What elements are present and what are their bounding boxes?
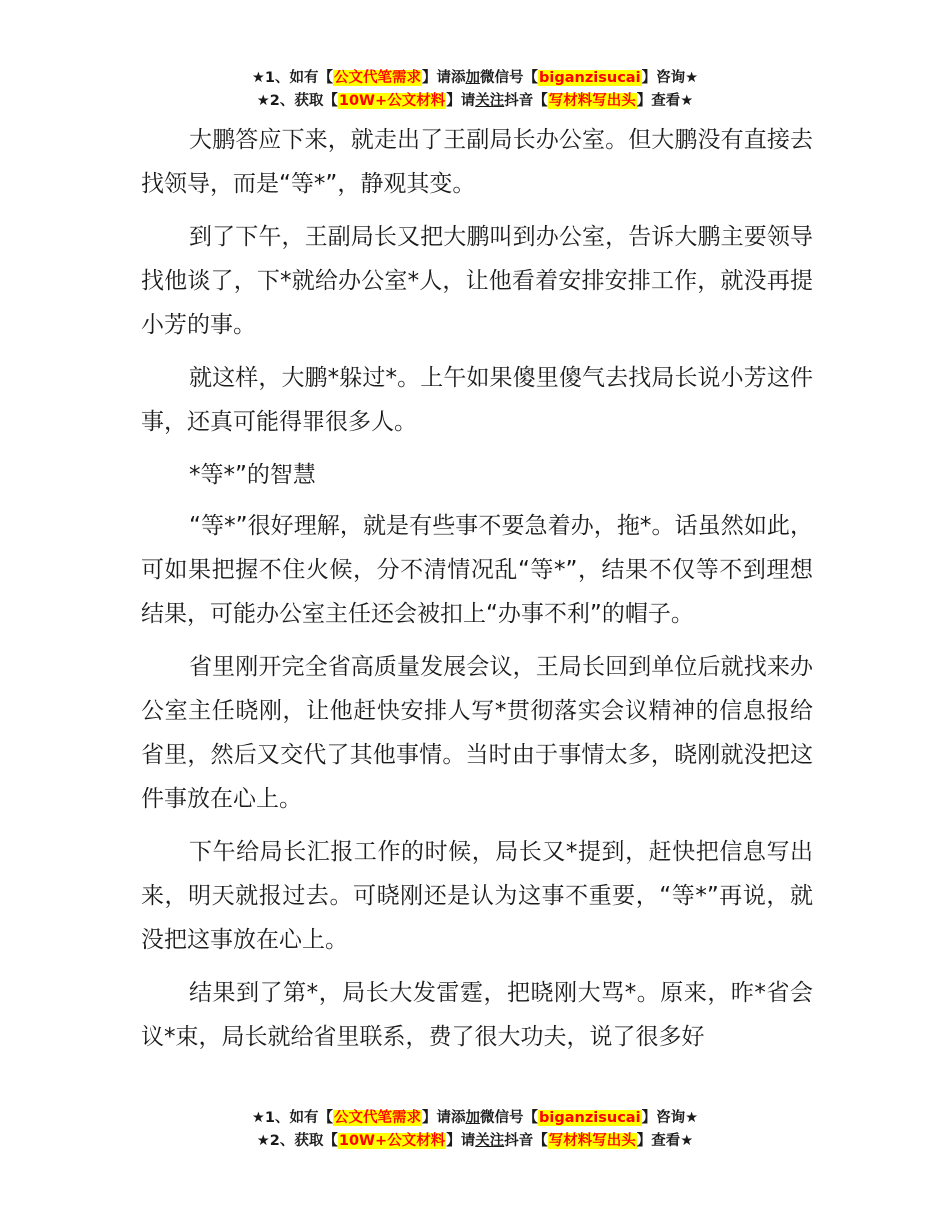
banner-line-1 <box>0 67 950 90</box>
banner-text: 】查看★ <box>636 1133 694 1149</box>
highlight-douyin: 写材料写出头 <box>548 93 636 109</box>
highlight-service: 公文代笔需求 <box>334 70 422 86</box>
banner-text: 】请 <box>446 93 476 109</box>
highlight-materials: 10W+公文材料 <box>338 93 446 109</box>
paragraph: 下午给局长汇报工作的时候，局长又*提到，赶快把信息写出来，明天就报过去。可晓刚还是认为这事不重要，“等*”再说，就没把这事放在心上。 <box>141 839 813 953</box>
banner-text: 抖音【 <box>504 93 548 109</box>
highlight-materials: 10W+公文材料 <box>338 1133 446 1149</box>
banner-text: 】请添 <box>422 1110 466 1126</box>
banner-text: ★2、获取【 <box>256 1133 338 1149</box>
banner-underlined: 关注 <box>475 93 505 109</box>
paragraph: 到了下午，王副局长又把大鹏叫到办公室，告诉大鹏主要领导找他谈了，下*就给办公室*人，让他看着安排安排工作，就没再提小芳的事。 <box>141 224 813 338</box>
banner-text: 抖音【 <box>504 1133 548 1149</box>
highlight-douyin: 写材料写出头 <box>548 1133 636 1149</box>
banner-text: 】请 <box>446 1133 476 1149</box>
banner-text: ★1、如有【 <box>251 1110 334 1126</box>
highlight-wechat-id: biganzisucai <box>539 70 641 86</box>
banner-line-2 <box>0 90 950 113</box>
banner-line-2 <box>0 1130 950 1153</box>
banner-text: 微信号【 <box>480 70 539 86</box>
paragraph: 省里刚开完全省高质量发展会议，王局长回到单位后就找来办公室主任晓刚，让他赶快安排人写*贯彻落实会议精神的信息报给省里，然后又交代了其他事情。当时由于事情太多，晓刚就没把这件事放在心上。 <box>141 654 813 812</box>
footer-banner <box>0 1107 950 1153</box>
banner-text: 】咨询★ <box>641 70 699 86</box>
banner-text: 微信号【 <box>480 1110 539 1126</box>
document-body <box>141 118 813 1068</box>
highlight-service: 公文代笔需求 <box>334 1110 422 1126</box>
banner-line-1 <box>0 1107 950 1130</box>
highlight-wechat-id: biganzisucai <box>539 1110 641 1126</box>
banner-text: ★1、如有【 <box>251 70 334 86</box>
paragraph: 大鹏答应下来，就走出了王副局长办公室。但大鹏没有直接去找领导，而是“等*”，静观其变。 <box>141 127 813 197</box>
banner-underlined: 加 <box>465 70 481 86</box>
banner-text: ★2、获取【 <box>256 93 338 109</box>
banner-underlined: 加 <box>465 1110 481 1126</box>
section-heading: *等*”的智慧 <box>189 462 316 488</box>
paragraph: 就这样，大鹏*躲过*。上午如果傻里傻气去找局长说小芳这件事，还真可能得罪很多人。 <box>141 365 813 435</box>
header-banner <box>0 67 950 113</box>
paragraph: 结果到了第*，局长大发雷霆，把晓刚大骂*。原来，昨*省会议*束，局长就给省里联系，费了很大功夫，说了很多好 <box>141 980 813 1050</box>
banner-text: 】咨询★ <box>641 1110 699 1126</box>
banner-text: 】请添 <box>422 70 466 86</box>
banner-underlined: 关注 <box>475 1133 505 1149</box>
banner-text: 】查看★ <box>636 93 694 109</box>
paragraph: “等*”很好理解，就是有些事不要急着办，拖*。话虽然如此，可如果把握不住火候，分不清情况乱“等*”，结果不仅等不到理想结果，可能办公室主任还会被扣上“办事不利”的帽子。 <box>141 513 813 627</box>
